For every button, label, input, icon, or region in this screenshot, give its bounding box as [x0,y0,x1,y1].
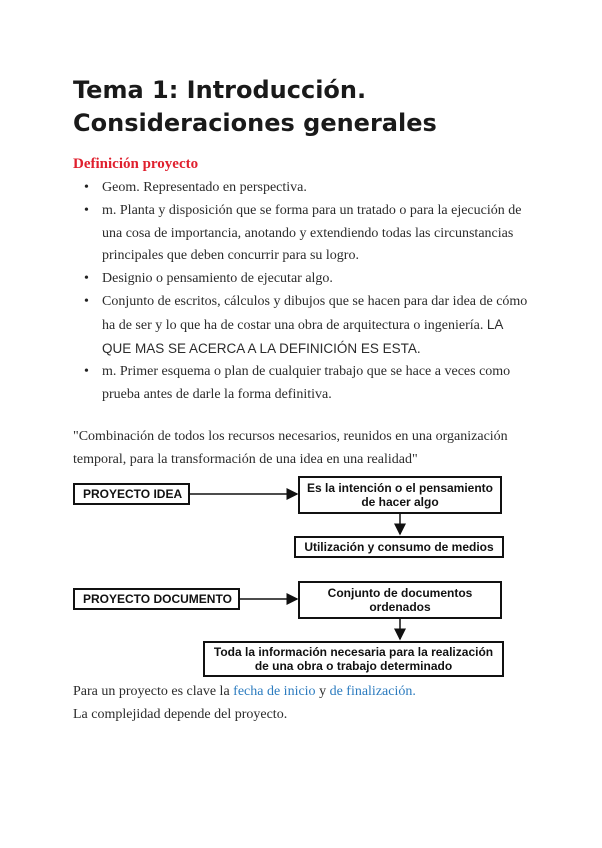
proyecto-idea-box: PROYECTO IDEA [73,483,190,505]
list-item [84,291,534,361]
list-item [84,177,534,200]
list-item [84,268,534,291]
bullet-icon: • [84,364,89,380]
list-item-text: Geom. Representado en perspectiva. [102,180,307,195]
bullet-icon: • [84,202,89,218]
intention-box: Es la intención o el pensamiento de hacer algo [298,476,502,514]
list-item-text: Designio o pensamiento de ejecutar algo. [102,271,333,287]
fecha-finalizacion-link[interactable]: de finalización [329,684,413,699]
information-box: Toda la información necesaria para la realización de una obra o trabajo determinado [203,641,504,677]
footer-line-1 [73,680,543,703]
proyecto-documento-box: PROYECTO DOCUMENTO [73,588,240,610]
list-item-text: m. Primer esquema o plan de cualquier trabajo que se hace a veces como prueba antes de darle la forma definitiva. [102,364,511,403]
utilization-box: Utilización y consumo de medios [294,536,504,558]
bullet-icon: • [84,271,89,287]
list-item-text: Conjunto de escritos, cálculos y dibujos que se hacen para dar idea de cómo ha de ser y lo que ha de costar una obra de arquitectura o ingeniería. [102,293,528,333]
list-item [84,361,534,407]
project-diagram [0,470,602,685]
section-heading: Definición proyecto [73,156,199,172]
definition-list [84,177,534,407]
footer-line-2: La complejidad depende del proyecto. [73,707,288,722]
fecha-inicio-link[interactable]: fecha de inicio [233,684,316,699]
documents-box: Conjunto de documentos ordenados [298,581,502,619]
bullet-icon: • [84,293,89,309]
footer-text [73,680,543,726]
footer-suffix: . [412,684,416,699]
definition-quote: "Combinación de todos los recursos necesarios, reunidos en una organización temporal, para la transformación de una idea en una realidad" [73,429,508,467]
page-title: Tema 1: Introducción. Consideraciones generales [73,76,437,137]
footer-mid: y [315,684,330,699]
emphasis-text: LA QUE MAS SE ACERCA A LA DEFINICIÓN ES ESTA. [102,316,503,356]
footer-prefix: Para un proyecto es clave la [73,684,234,699]
bullet-icon: • [84,180,89,195]
list-item-text: m. Planta y disposición que se forma para un tratado o para la ejecución de una cosa de importancia, anotando y extendiendo todas las circunstancias principales que deben concurrir para su logro. [102,202,522,264]
list-item [84,200,534,268]
